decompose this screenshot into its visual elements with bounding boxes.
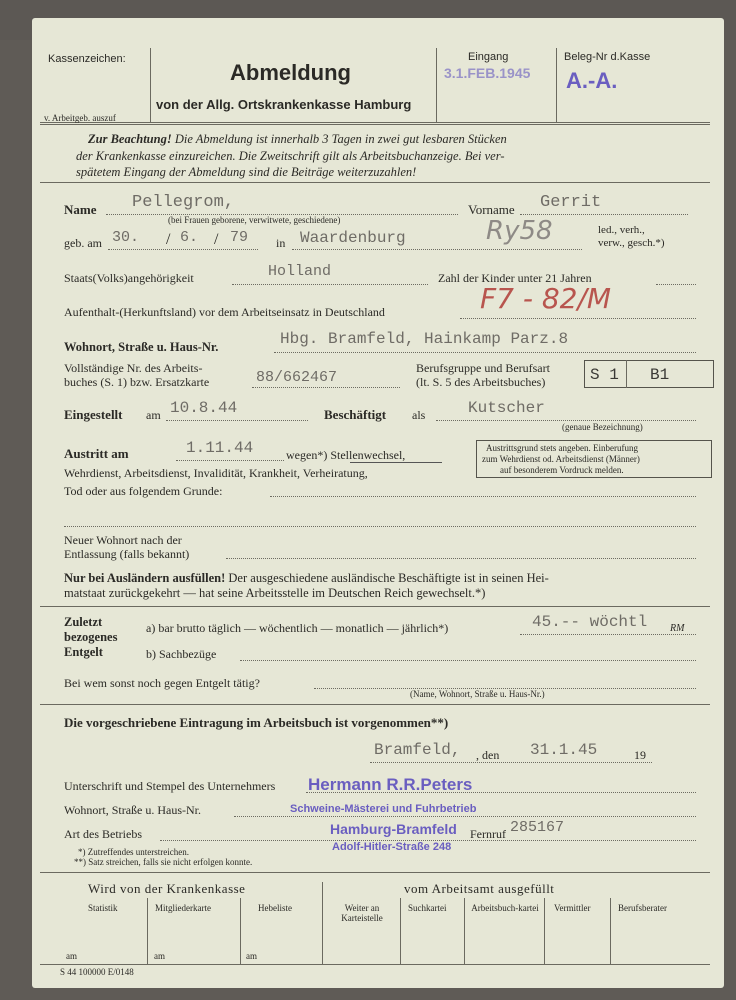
krankenkasse-title: Wird von der Krankenkasse (88, 881, 246, 896)
beruf-label-2: (lt. S. 5 des Arbeitsbuches) (416, 375, 546, 389)
section-rule (40, 606, 710, 607)
header-bottom-rule (40, 122, 710, 123)
entgelt-bar-value: 45.-- wöchtl (532, 613, 648, 631)
am-label: am (154, 951, 165, 961)
entgelt-label-1: Zuletzt (64, 615, 103, 629)
sonst-label: Bei wem sonst noch gegen Entgelt tätig? (64, 676, 260, 690)
footnote-2: **) Satz streichen, falls sie nicht erfolgen konnte. (74, 857, 253, 867)
birth-month: 6. (180, 229, 199, 246)
wohnort-line-2 (234, 816, 696, 817)
entgelt-bar-line (520, 634, 696, 635)
austritt-date: 1.11.44 (186, 439, 254, 457)
berufsart-value: B1 (650, 366, 670, 384)
notice-line-3: spätetem Eingang der Abmeldung sind die Beiträge weiterzuzahlen! (76, 165, 417, 179)
auslaender-line-2: matstaat zurückgekehrt — hat seine Arbeitsstelle im Deutschen Reich gewechselt.*) (64, 586, 486, 600)
beschaeftigt-value: Kutscher (468, 399, 545, 417)
col-vermittler: Vermittler (554, 903, 591, 913)
entgelt-label-3: Entgelt (64, 645, 103, 659)
staats-value: Holland (268, 263, 332, 280)
arbeitsbuch-number: 88/662467 (256, 369, 338, 386)
col-berufsberater: Berufsberater (618, 903, 667, 913)
kinder-label: Zahl der Kinder unter 21 Jahren (438, 271, 592, 285)
name-label: Name (64, 202, 97, 217)
table-bottom-rule (40, 964, 710, 965)
in-label: in (276, 236, 286, 250)
header-divider (436, 48, 437, 122)
entgelt-label-2: bezogenes (64, 630, 118, 644)
arbeitsamt-title: vom Arbeitsamt ausgefüllt (404, 881, 555, 896)
eingang-date-stamp: 3.1.FEB.1945 (444, 65, 531, 81)
form-subtitle: von der Allg. Ortskrankenkasse Hamburg (156, 97, 412, 112)
beleg-value: A.-A. (566, 68, 618, 93)
header-divider (556, 48, 557, 122)
table-col-divider (610, 898, 611, 964)
austritt-info-2: zum Wehrdienst od. Arbeitsdienst (Männer) (482, 454, 640, 464)
col-statistik: Statistik (88, 903, 118, 913)
sachbezuege-label: b) Sachbezüge (146, 647, 217, 661)
col-arbeitsbuchkartei: Arbeitsbuch-kartei (471, 903, 539, 913)
neuer-wohnort-label-1: Neuer Wohnort nach der (64, 533, 182, 547)
table-col-divider (544, 898, 545, 964)
col-suchkartei: Suchkartei (408, 903, 447, 913)
austritt-label: Austritt am (64, 446, 129, 461)
unterschrift-label: Unterschrift und Stempel des Unternehmers (64, 779, 276, 793)
sonst-note: (Name, Wohnort, Straße u. Haus-Nr.) (410, 689, 545, 699)
staats-label: Staats(Volks)angehörigkeit (64, 271, 194, 285)
year-prefix: 19 (634, 748, 646, 762)
austritt-info-1: Austrittsgrund stets angeben. Einberufung (486, 443, 638, 453)
beruf-box-divider (626, 360, 627, 388)
birth-day: 30. (112, 229, 140, 246)
signature-date: 31.1.45 (530, 741, 598, 759)
den-label: , den (476, 748, 500, 762)
section-rule (40, 704, 710, 705)
neuer-wohnort-line (226, 558, 696, 559)
geb-am-label: geb. am (64, 236, 102, 250)
bezeichnung-note: (genaue Bezeichnung) (562, 422, 643, 432)
neuer-wohnort-label-2: Entlassung (falls bekannt) (64, 547, 190, 561)
arbeitgeber-note: v. Arbeitgeb. auszuf (44, 113, 116, 123)
austritt-line (176, 460, 284, 461)
notice-line-1 (88, 133, 507, 146)
am-label: am (66, 951, 77, 961)
red-handwritten-code: F7 - 82/M (480, 282, 612, 315)
col-mitgliederkarte: Mitgliederkarte (155, 903, 211, 913)
arbeitsbuch-label-2: buches (S. 1) bzw. Ersatzkarte (64, 375, 210, 389)
birthplace-line (292, 249, 582, 250)
name-value: Pellegrom, (132, 193, 235, 212)
am-label: am (246, 951, 257, 961)
wohnort-label: Wohnort, Straße u. Haus-Nr. (64, 340, 219, 354)
beschaeftigt-label: Beschäftigt (324, 407, 387, 422)
austritt-reason-line-1: wegen*) Stellenwechsel, (286, 448, 406, 462)
vorname-label: Vorname (468, 202, 515, 217)
eingestellt-label: Eingestellt (64, 407, 123, 422)
auslaender-line-1 (64, 572, 549, 585)
notice-rule (40, 182, 710, 183)
date-slash: / (166, 231, 171, 248)
unternehmer-wohnort-label: Wohnort, Straße u. Haus-Nr. (64, 803, 202, 817)
form-title: Abmeldung (230, 60, 351, 85)
wohnort-line (274, 352, 696, 353)
header-divider (150, 48, 151, 122)
birth-year: 79 (230, 229, 249, 246)
am-label: am (146, 408, 161, 422)
birthdate-line (108, 249, 258, 250)
arbeitsbuch-line (252, 387, 400, 388)
pencil-annotation: Ry58 (486, 216, 553, 246)
aufenthalt-line (460, 318, 696, 319)
table-top-rule (40, 872, 710, 873)
birthplace-value: Waardenburg (300, 229, 406, 247)
fernruf-label: Fernruf (470, 827, 506, 841)
eingestellt-date: 10.8.44 (170, 399, 238, 417)
beschaeftigt-line (436, 420, 696, 421)
beruf-label-1: Berufsgruppe und Berufsart (416, 361, 550, 375)
reason-underline (350, 462, 442, 463)
date-slash: / (214, 231, 219, 248)
staats-line (232, 284, 428, 285)
marital-options-2: verw., gesch.*) (598, 237, 665, 249)
grund-line (270, 496, 696, 497)
wohnort-value: Hbg. Bramfeld, Hainkamp Parz.8 (280, 330, 569, 348)
company-stamp-line-1: Hermann R.R.Peters (308, 775, 473, 794)
company-stamp-line-3: Hamburg-Bramfeld (330, 821, 457, 837)
betrieb-art-label: Art des Betriebs (64, 827, 142, 841)
auslaender-heading: Nur bei Ausländern ausfüllen! (64, 571, 226, 585)
sachbezuege-line (240, 660, 696, 661)
auslaender-text: Der ausgeschiedene ausländische Beschäftigte ist in seinen Hei- (228, 571, 549, 585)
entgelt-bar-label: a) bar brutto täglich — wöchentlich — monatlich — jährlich*) (146, 621, 449, 635)
date-line (370, 762, 652, 763)
austritt-info-3: auf besonderem Vordruck melden. (500, 465, 624, 475)
als-label: als (412, 408, 426, 422)
entgelt-unit: RM (670, 623, 685, 634)
footnote-1: *) Zutreffendes unterstreichen. (78, 847, 190, 857)
signature-place: Bramfeld, (374, 741, 461, 759)
kinder-line (656, 284, 696, 285)
form-number: S 44 100000 E/0148 (60, 967, 134, 977)
austritt-reason-line-3: Tod oder aus folgendem Grunde: (64, 484, 223, 498)
col-karteistelle: Weiter an Karteistelle (341, 903, 383, 923)
table-col-divider (147, 898, 148, 964)
table-col-divider (400, 898, 401, 964)
name-note: (bei Frauen geborene, verwitwete, geschiedene) (168, 215, 341, 225)
beleg-label: Beleg-Nr d.Kasse (564, 51, 651, 63)
berufsgruppe-value: S 1 (590, 366, 619, 384)
aufenthalt-label: Aufenthalt-(Herkunftsland) vor dem Arbeitseinsatz in Deutschland (64, 305, 385, 319)
notice-text: Die Abmeldung ist innerhalb 3 Tagen in zwei gut lesbaren Stücken (174, 132, 507, 146)
company-stamp-line-2: Schweine-Mästerei und Fuhrbetrieb (290, 803, 477, 815)
fernruf-value: 285167 (510, 819, 565, 836)
arbeitsbuch-label-1: Vollständige Nr. des Arbeits- (64, 361, 203, 375)
notice-heading: Zur Beachtung! (88, 132, 172, 146)
notice-line-2: der Krankenkasse einzureichen. Die Zweitschrift gilt als Arbeitsbuchanzeige. Bei ver- (76, 149, 505, 163)
kassenzeichen-label: Kassenzeichen: (48, 53, 126, 65)
eintragung-statement: Die vorgeschriebene Eintragung im Arbeitsbuch ist vorgenommen**) (64, 715, 449, 730)
table-col-divider (240, 898, 241, 964)
col-hebeliste: Hebeliste (258, 903, 292, 913)
grund-line-2 (64, 526, 696, 527)
table-divider-main (322, 882, 323, 964)
vorname-value: Gerrit (540, 193, 602, 212)
header-bottom-rule (40, 124, 710, 125)
table-col-divider (464, 898, 465, 964)
vorname-line (520, 214, 688, 215)
eingestellt-line (166, 420, 308, 421)
marital-options-1: led., verh., (598, 224, 645, 236)
company-stamp-line-4: Adolf-Hitler-Straße 248 (332, 841, 452, 853)
austritt-reason-line-2: Wehrdienst, Arbeitsdienst, Invalidität, Krankheit, Verheiratung, (64, 466, 368, 480)
eingang-label: Eingang (468, 51, 509, 63)
